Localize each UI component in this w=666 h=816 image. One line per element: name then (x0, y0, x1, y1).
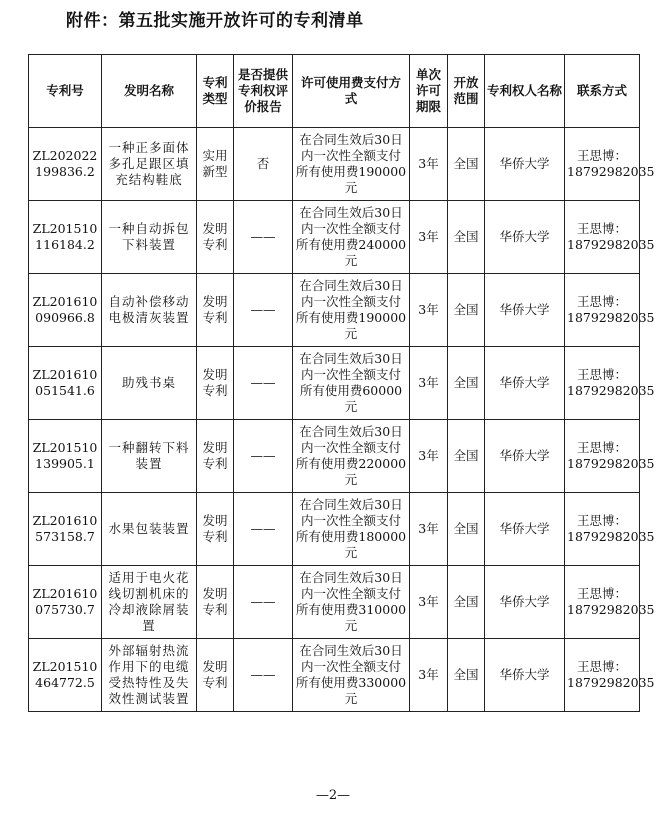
cell-evaluation-report: —— (234, 493, 293, 566)
cell-contact: 王思博：18792982035 (565, 639, 640, 712)
cell-fee-method: 在合同生效后30日内一次性全额支付所有使用费180000元 (293, 493, 410, 566)
cell-patentee: 华侨大学 (485, 420, 565, 493)
header-scope: 开放范围 (448, 55, 485, 128)
cell-patent-type: 发明专利 (197, 274, 234, 347)
cell-patent-type: 发明专利 (197, 566, 234, 639)
cell-contact: 王思博：18792982035 (565, 493, 640, 566)
cell-fee-method: 在合同生效后30日内一次性全额支付所有使用费310000元 (293, 566, 410, 639)
header-patent-no: 专利号 (29, 55, 102, 128)
cell-scope: 全国 (448, 639, 485, 712)
cell-scope: 全国 (448, 493, 485, 566)
table-row (29, 347, 640, 420)
table-row (29, 128, 640, 201)
cell-scope: 全国 (448, 347, 485, 420)
cell-patent-type: 发明专利 (197, 420, 234, 493)
cell-invention-name: 一种自动拆包下料装置 (102, 201, 197, 274)
cell-patent-no: ZL201510 464772.5 (29, 639, 102, 712)
cell-patent-type: 实用新型 (197, 128, 234, 201)
cell-evaluation-report: —— (234, 639, 293, 712)
table-row (29, 201, 640, 274)
header-patentee: 专利权人名称 (485, 55, 565, 128)
cell-invention-name: 适用于电火花线切割机床的冷却液除屑装置 (102, 566, 197, 639)
header-contact: 联系方式 (565, 55, 640, 128)
cell-patent-type: 发明专利 (197, 347, 234, 420)
cell-scope: 全国 (448, 128, 485, 201)
cell-patent-no: ZL201510 139905.1 (29, 420, 102, 493)
cell-fee-method: 在合同生效后30日内一次性全额支付所有使用费60000元 (293, 347, 410, 420)
cell-patent-no: ZL201610 051541.6 (29, 347, 102, 420)
cell-patentee: 华侨大学 (485, 493, 565, 566)
cell-fee-method: 在合同生效后30日内一次性全额支付所有使用费240000元 (293, 201, 410, 274)
cell-patent-no: ZL201610 573158.7 (29, 493, 102, 566)
cell-invention-name: 水果包装装置 (102, 493, 197, 566)
cell-patent-no: ZL201510 116184.2 (29, 201, 102, 274)
cell-scope: 全国 (448, 420, 485, 493)
table-row (29, 639, 640, 712)
cell-patent-type: 发明专利 (197, 201, 234, 274)
cell-fee-method: 在合同生效后30日内一次性全额支付所有使用费330000元 (293, 639, 410, 712)
cell-patentee: 华侨大学 (485, 274, 565, 347)
cell-license-term: 3年 (410, 128, 448, 201)
header-fee-method: 许可使用费支付方式 (293, 55, 410, 128)
cell-contact: 王思博：18792982035 (565, 420, 640, 493)
cell-contact: 王思博：18792982035 (565, 274, 640, 347)
cell-patent-type: 发明专利 (197, 493, 234, 566)
cell-contact: 王思博：18792982035 (565, 128, 640, 201)
cell-evaluation-report: —— (234, 201, 293, 274)
cell-scope: 全国 (448, 566, 485, 639)
cell-license-term: 3年 (410, 201, 448, 274)
cell-evaluation-report: —— (234, 274, 293, 347)
header-patent-type: 专利类型 (197, 55, 234, 128)
cell-invention-name: 助残书桌 (102, 347, 197, 420)
header-license-term: 单次许可期限 (410, 55, 448, 128)
header-invention-name: 发明名称 (102, 55, 197, 128)
cell-evaluation-report: —— (234, 420, 293, 493)
cell-license-term: 3年 (410, 274, 448, 347)
cell-fee-method: 在合同生效后30日内一次性全额支付所有使用费190000元 (293, 128, 410, 201)
cell-license-term: 3年 (410, 420, 448, 493)
header-evaluation-report: 是否提供专利权评价报告 (234, 55, 293, 128)
table-row (29, 274, 640, 347)
table-row (29, 493, 640, 566)
cell-scope: 全国 (448, 201, 485, 274)
cell-scope: 全国 (448, 274, 485, 347)
page-number: —2— (315, 788, 351, 803)
page-title: 附件：第五批实施开放许可的专利清单 (66, 11, 364, 31)
cell-license-term: 3年 (410, 493, 448, 566)
cell-license-term: 3年 (410, 566, 448, 639)
table-header-row (29, 55, 640, 128)
cell-patentee: 华侨大学 (485, 639, 565, 712)
patent-table (28, 54, 655, 712)
cell-license-term: 3年 (410, 347, 448, 420)
table-row (29, 420, 640, 493)
cell-patentee: 华侨大学 (485, 128, 565, 201)
cell-evaluation-report: —— (234, 347, 293, 420)
cell-patent-no: ZL201610 090966.8 (29, 274, 102, 347)
table-row (29, 566, 640, 639)
cell-invention-name: 一种翻转下料装置 (102, 420, 197, 493)
cell-contact: 王思博：18792982035 (565, 566, 640, 639)
cell-patentee: 华侨大学 (485, 347, 565, 420)
cell-invention-name: 外部辐射热流作用下的电缆受热特性及失效性测试装置 (102, 639, 197, 712)
cell-invention-name: 一种正多面体多孔足跟区填充结构鞋底 (102, 128, 197, 201)
cell-contact: 王思博：18792982035 (565, 347, 640, 420)
cell-license-term: 3年 (410, 639, 448, 712)
cell-fee-method: 在合同生效后30日内一次性全额支付所有使用费190000元 (293, 274, 410, 347)
cell-patent-no: ZL202022 199836.2 (29, 128, 102, 201)
cell-fee-method: 在合同生效后30日内一次性全额支付所有使用费220000元 (293, 420, 410, 493)
cell-evaluation-report: 否 (234, 128, 293, 201)
cell-patentee: 华侨大学 (485, 566, 565, 639)
cell-patent-type: 发明专利 (197, 639, 234, 712)
cell-patentee: 华侨大学 (485, 201, 565, 274)
cell-patent-no: ZL201610 075730.7 (29, 566, 102, 639)
cell-invention-name: 自动补偿移动电极清灰装置 (102, 274, 197, 347)
cell-evaluation-report: —— (234, 566, 293, 639)
cell-contact: 王思博：18792982035 (565, 201, 640, 274)
